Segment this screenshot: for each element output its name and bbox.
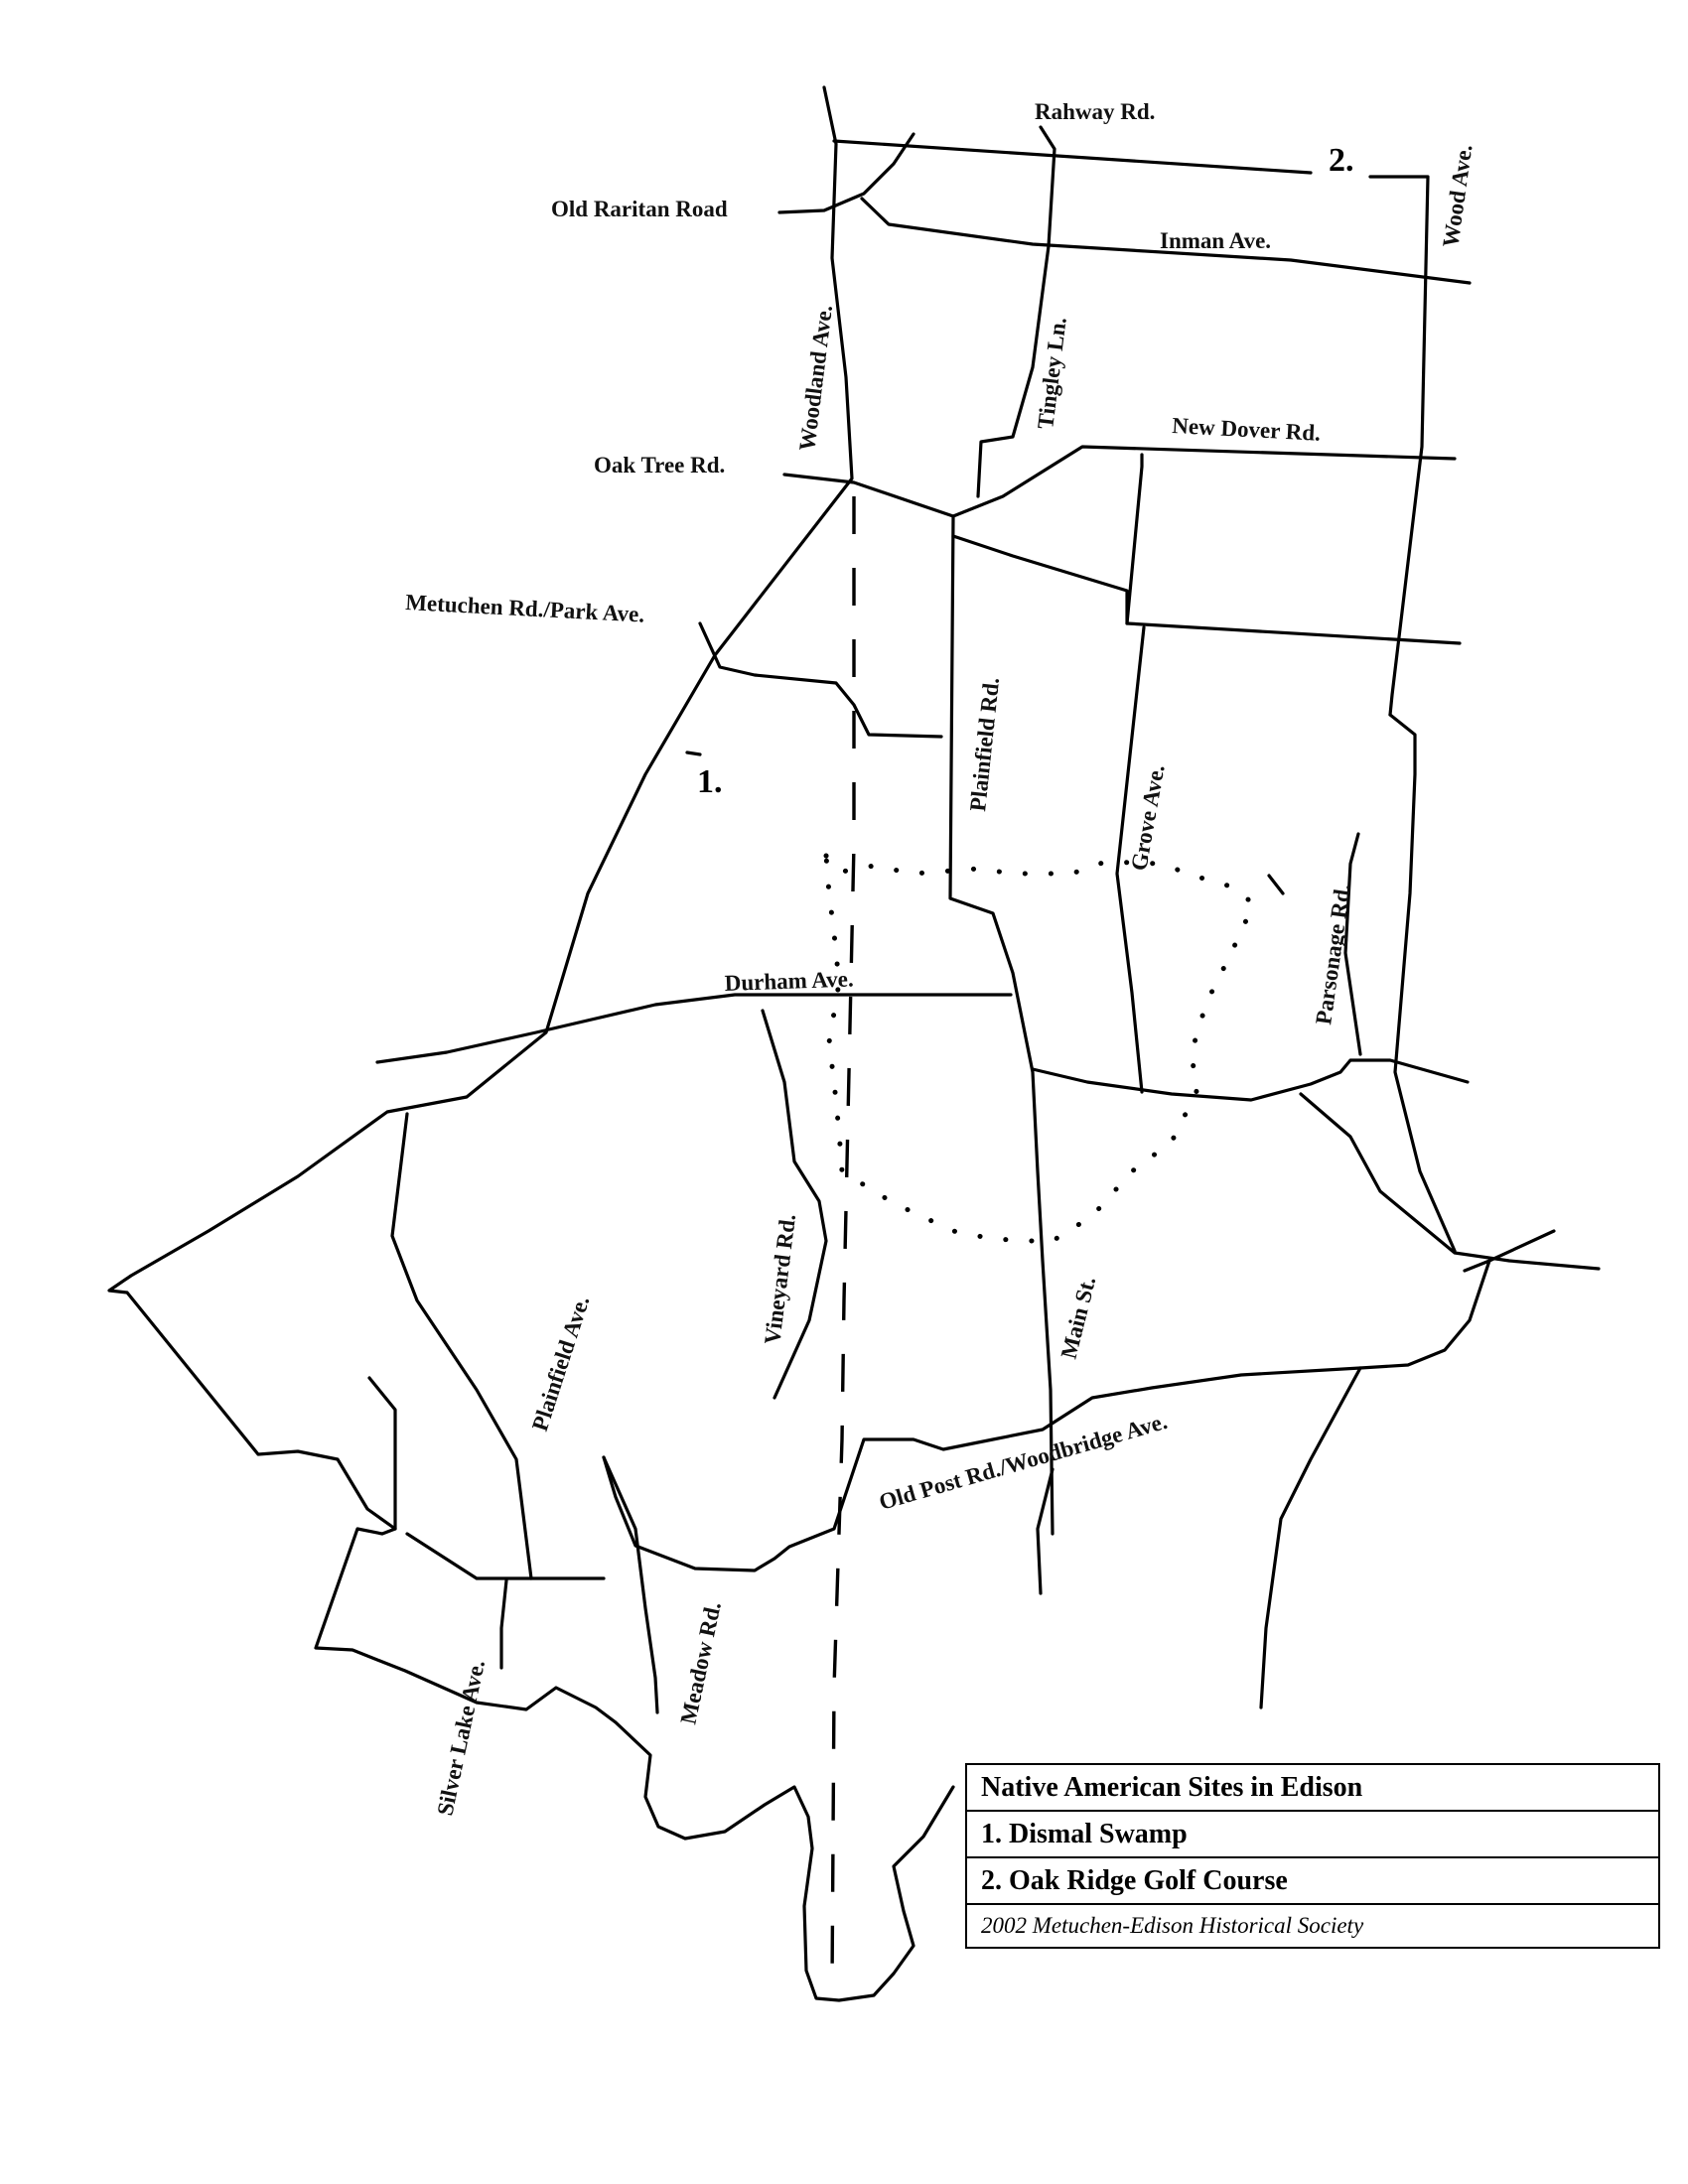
- label-parsonage-rd: Parsonage Rd.: [1311, 882, 1355, 1026]
- legend-title: Native American Sites in Edison: [967, 1765, 1658, 1812]
- label-old-post-woodbridge: Old Post Rd./Woodbridge Ave.: [876, 1408, 1171, 1515]
- road-parsonage: [1345, 834, 1360, 1054]
- road-metuchen-park: [700, 623, 941, 737]
- road-main-south: [1038, 1469, 1053, 1593]
- label-durham-ave: Durham Ave.: [724, 966, 855, 996]
- road-durham: [377, 995, 1011, 1062]
- label-vineyard-rd: Vineyard Rd.: [760, 1212, 801, 1346]
- road-plainfield-rd: [950, 516, 1053, 1534]
- road-plainfield-ave-lower: [407, 1534, 604, 1578]
- legend-box: [965, 1763, 1660, 1949]
- road-plainfield-ave: [392, 1114, 531, 1578]
- legend-credit: 2002 Metuchen-Edison Historical Society: [981, 1913, 1364, 1938]
- site-marker-1: 1.: [697, 763, 723, 800]
- site-1-underline-mark: [687, 752, 700, 754]
- label-main-st: Main St.: [1055, 1274, 1101, 1362]
- road-parsonage-tick: [1269, 876, 1283, 893]
- road-rahway: [978, 127, 1055, 496]
- label-plainfield-ave: Plainfield Ave.: [526, 1293, 595, 1434]
- road-east-loop: [1360, 1261, 1489, 1368]
- road-main-east: [1033, 1060, 1468, 1100]
- label-rahway-rd: Rahway Rd.: [1035, 99, 1156, 124]
- legend-item-2: 2. Oak Ridge Golf Course: [967, 1858, 1658, 1905]
- road-meadow: [604, 1457, 657, 1712]
- label-silver-lake-ave: Silver Lake Ave.: [432, 1657, 491, 1819]
- label-woodland-ave: Woodland Ave.: [794, 303, 837, 453]
- road-silver-lake: [501, 1580, 506, 1668]
- label-inman-ave: Inman Ave.: [1160, 228, 1272, 253]
- label-oak-tree-rd: Oak Tree Rd.: [594, 453, 726, 478]
- label-meadow-rd: Meadow Rd.: [675, 1599, 726, 1727]
- label-plainfield-rd: Plainfield Rd.: [965, 676, 1005, 813]
- site-marker-2: 2.: [1329, 142, 1354, 179]
- label-old-raritan-road: Old Raritan Road: [551, 197, 728, 221]
- road-south-east: [1261, 1368, 1360, 1707]
- label-new-dover-rd: New Dover Rd.: [1171, 413, 1322, 446]
- label-metuchen-park-ave: Metuchen Rd./Park Ave.: [404, 590, 645, 627]
- label-tingley-ln: Tingley Ln.: [1033, 316, 1071, 431]
- road-southwest-connector: [369, 1378, 395, 1529]
- road-middle-connector: [953, 536, 1460, 643]
- road-wood: [1390, 715, 1455, 1251]
- road-wood-top: [1370, 177, 1428, 715]
- label-grove-ave: Grove Ave.: [1126, 762, 1170, 873]
- dashed-boundary-line: [832, 496, 854, 1985]
- road-grove-upper: [1127, 455, 1142, 623]
- legend-item-1: 1. Dismal Swamp: [967, 1812, 1658, 1858]
- label-wood-ave: Wood Ave.: [1438, 142, 1477, 249]
- road-oak-tree: [784, 447, 1455, 516]
